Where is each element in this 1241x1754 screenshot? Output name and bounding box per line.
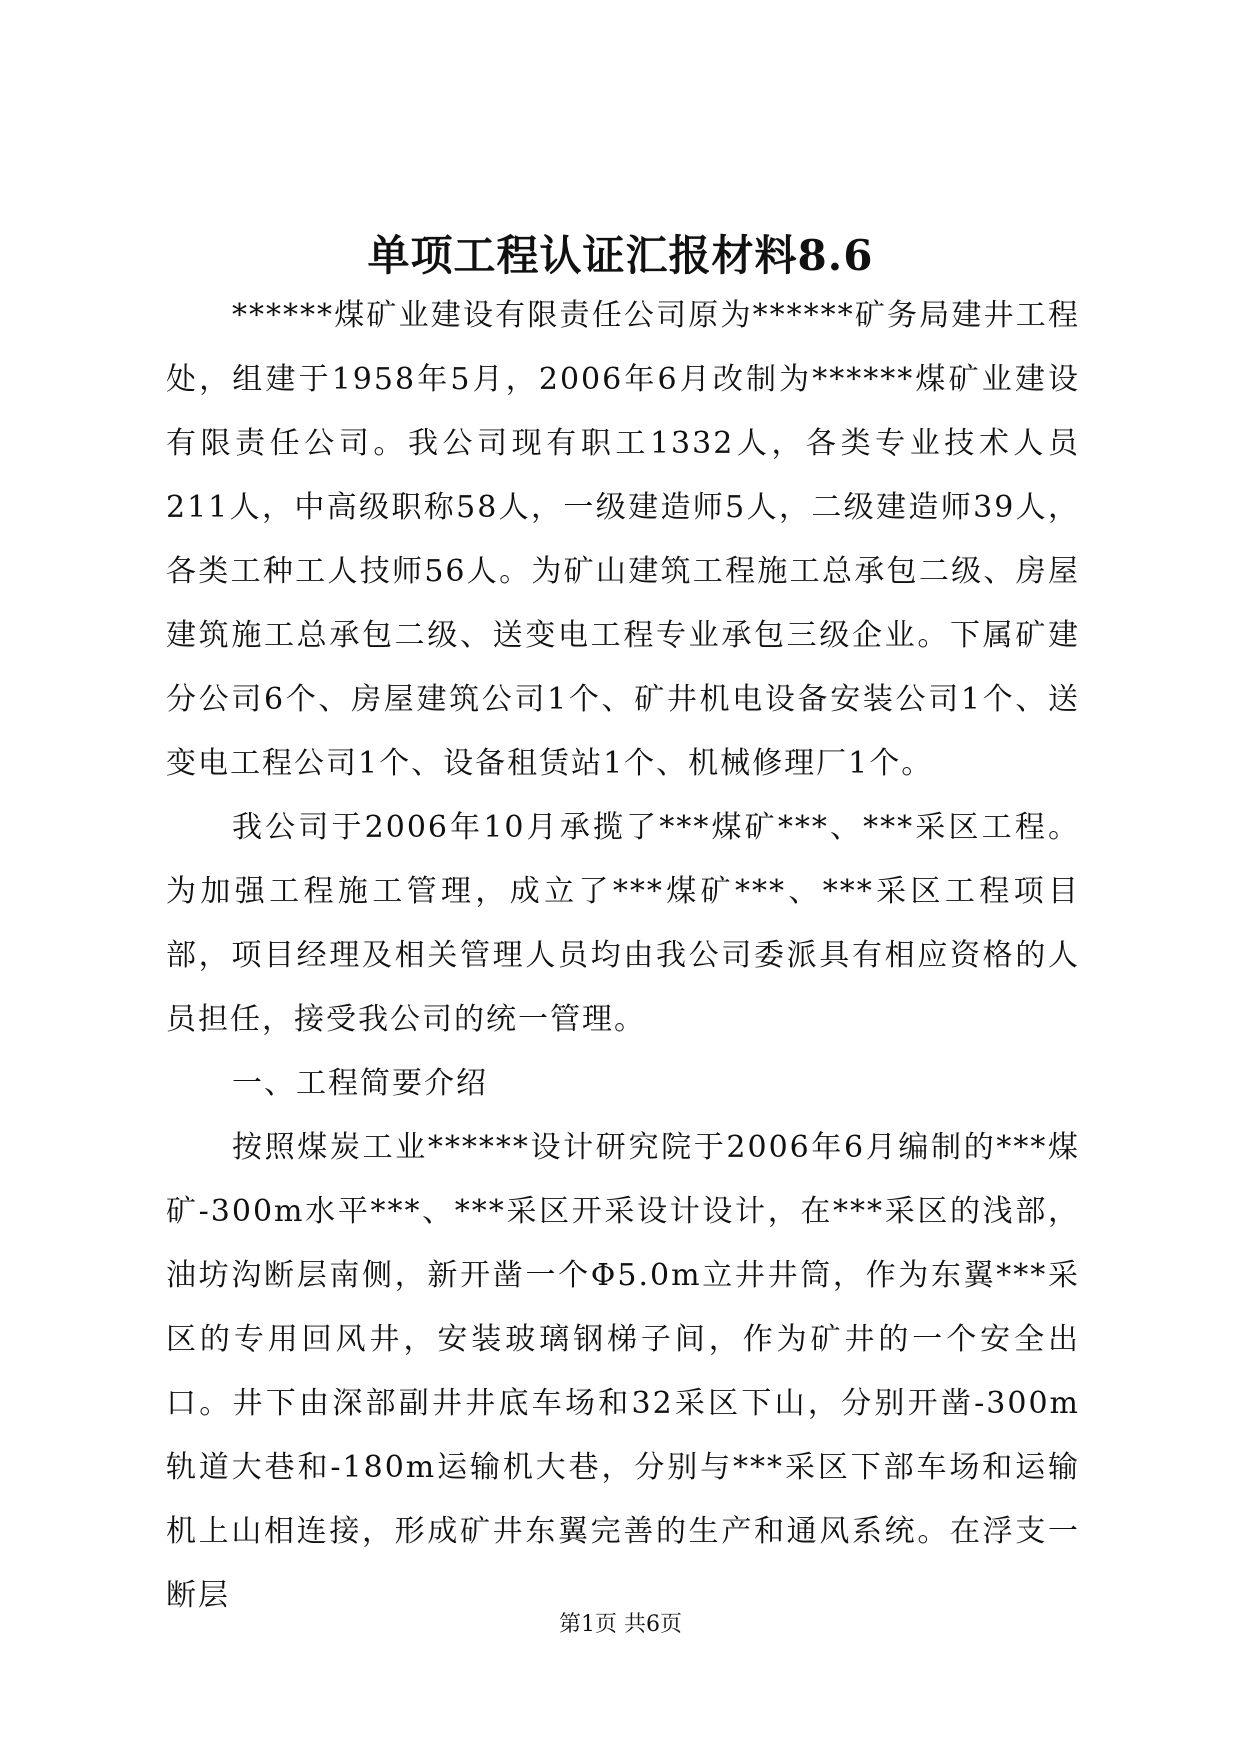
paragraph-company-intro: ******煤矿业建设有限责任公司原为******矿务局建井工程处，组建于1958年5月，2006年6月改制为******煤矿业建设有限责任公司。我公司现有职工1332人，各类专业技术人员211人，中高级职称58人，一级建造师5人，二级建造师39人，各类工种工人技师56人。为矿山建筑工程施工总承包二级、房屋建筑施工总承包二级、送变电工程专业承包三级企业。下属矿建分公司6个、房屋建筑公司1个、矿井机电设备安装公司1个、送变电工程公司1个、设备租赁站1个、机械修理厂1个。 (166, 298, 1080, 781)
document-title: 单项工程认证汇报材料8.6 (367, 231, 874, 280)
document-body (166, 284, 1080, 1628)
paragraph-project-design: 按照煤炭工业******设计研究院于2006年6月编制的***煤矿-300m水平***、***采区开采设计设计，在***采区的浅部，油坊沟断层南侧，新开凿一个Φ5.0m立井井筒，作为东翼***采区的专用回风井，安装玻璃钢梯子间，作为矿井的一个安全出口。井下由深部副井井底车场和32采区下山，分别开凿-300m轨道大巷和-180m运输机大巷，分别与***采区下部车场和运输机上山相连接，形成矿井东翼完善的生产和通风系统。在浮支一断层 (166, 1130, 1080, 1613)
section-heading-project-intro: 一、工程简要介绍 (232, 1066, 488, 1101)
paragraph-project-overview: 我公司于2006年10月承揽了***煤矿***、***采区工程。为加强工程施工管理，成立了***煤矿***、***采区工程项目部，项目经理及相关管理人员均由我公司委派具有相应资格的人员担任，接受我公司的统一管理。 (166, 810, 1080, 1037)
page-footer: 第1页 共6页 (559, 1612, 682, 1637)
